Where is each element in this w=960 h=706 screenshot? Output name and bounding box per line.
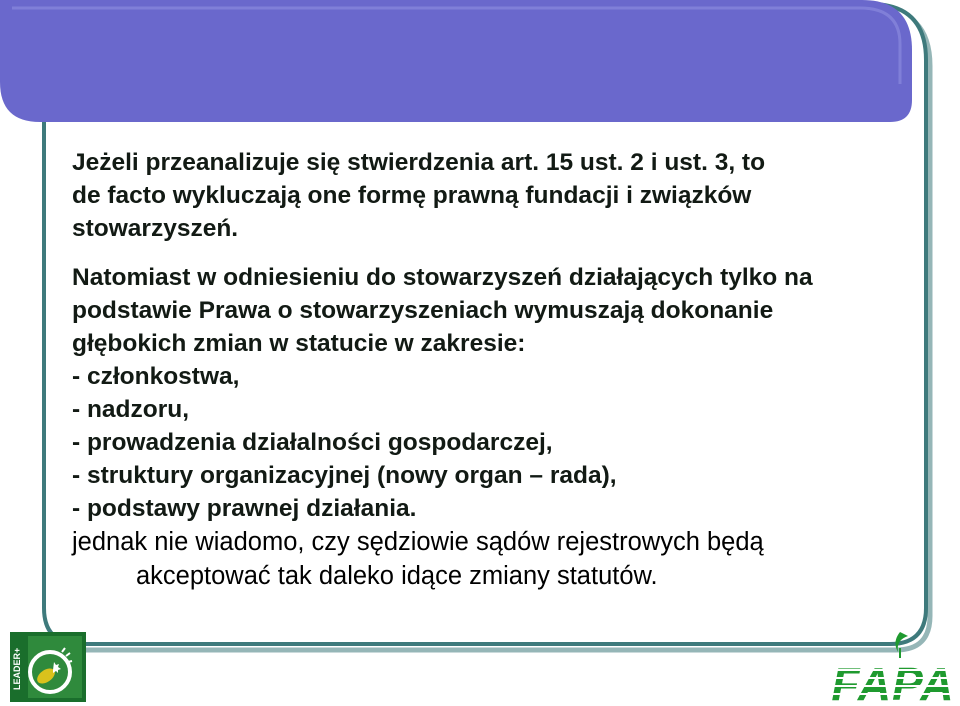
paragraph-2: [72, 261, 922, 593]
slide-body: [72, 146, 922, 593]
text-line: jednak nie wiadomo, czy sędziowie sądów rejestrowych będą: [72, 528, 764, 556]
fapa-logo-text: FAPA: [831, 658, 955, 704]
list-item: - struktury organizacyjnej (nowy organ – rada),: [72, 462, 617, 489]
closing-sentence: [72, 525, 922, 593]
fapa-logo: [828, 630, 958, 704]
leader-logo-text: LEADER+: [12, 647, 22, 690]
text-line: Natomiast w odniesieniu do stowarzyszeń działających tylko na: [72, 264, 813, 291]
text-line: podstawie Prawa o stowarzyszeniach wymuszają dokonanie: [72, 297, 774, 324]
text-line: głębokich zmian w statucie w zakresie:: [72, 330, 526, 357]
list-item: - podstawy prawnej działania.: [72, 495, 417, 522]
paragraph-1: [72, 146, 922, 245]
list-item: - członkostwa,: [72, 363, 240, 390]
text-line: akceptować tak daleko idące zmiany statutów.: [136, 562, 658, 590]
text-line: Jeżeli przeanalizuje się stwierdzenia art. 15 ust. 2 i ust. 3, to: [72, 149, 766, 176]
list-item: - nadzoru,: [72, 396, 190, 423]
leader-logo: [10, 632, 86, 702]
fapa-logo-sprout: [895, 632, 908, 652]
header-band: [0, 0, 912, 122]
text-line: stowarzyszeń.: [72, 215, 239, 242]
list-item: - prowadzenia działalności gospodarczej,: [72, 429, 553, 456]
text-line: de facto wykluczają one formę prawną fundacji i związków: [72, 182, 752, 209]
